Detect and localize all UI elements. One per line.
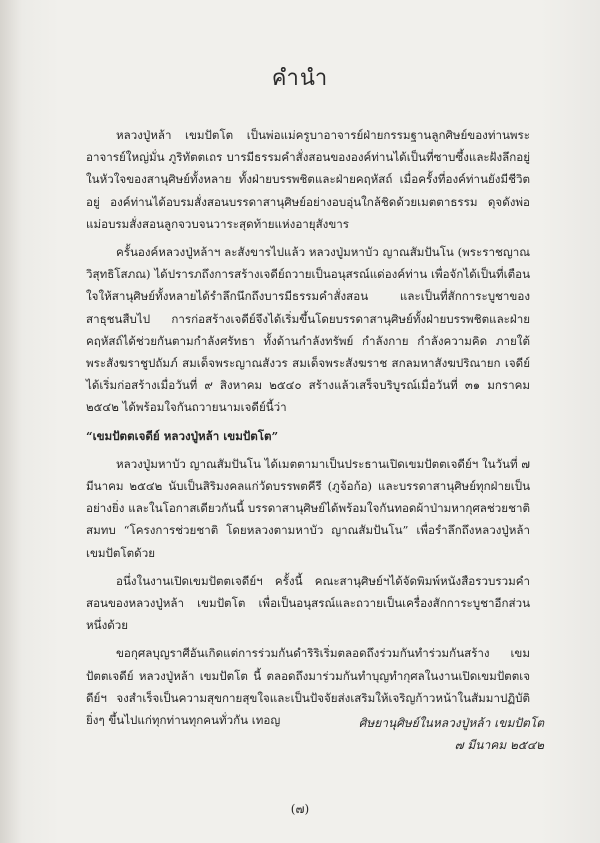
signature-block	[359, 712, 544, 756]
preface-body	[86, 124, 530, 737]
paragraph-2: ครั้นองค์หลวงปู่หล้าฯ ละสังขารไปแล้ว หลวงปู่มหาบัว ญาณสัมปันโน (พระราชญาณวิสุทธิโสภณ) ได้ปรารภถึงการสร้างเจดีย์ถวายเป็นอนุสรณ์แด่องค์ท่าน เพื่อจักได้เป็นที่เตือนใจให้สานุศิษย์ทั้งหลายได้รำลึกนึกถึงบารมีธรรมคำสั่งสอน และเป็นที่สักการะบูชาของสาธุชนสืบไป การก่อสร้างเจดีย์จึงได้เริ่มขึ้นโดยบรรดาสานุศิษย์ทั้งฝ่ายบรรพชิตและฝ่ายคฤหัสถ์ได้ช่วยกันตามกำลังศรัทธา ทั้งด้านกำลังทรัพย์ กำลังกาย กำลังความคิด ภายใต้พระสังฆราชูปถัมภ์ สมเด็จพระญาณสังวร สมเด็จพระสังฆราช สกลมหาสังฆปริณายก เจดีย์ได้เริ่มก่อสร้างเมื่อวันที่ ๙ สิงหาคม ๒๕๔๐ สร้างแล้วเสร็จบริบูรณ์เมื่อวันที่ ๓๑ มกราคม ๒๕๔๒ ได้พร้อมใจกันถวายนามเจดีย์นี้ว่า	[86, 245, 530, 415]
page-title: คำนำ	[271, 66, 329, 91]
paragraph-5: ขอกุศลบุญราศีอันเกิดแต่การร่วมกันดำริริเริ่มตลอดถึงร่วมกันทำร่วมกันสร้าง เขมปัตตเจดีย์ หลวงปู่หล้า เขมปัตโต นี้ ตลอดถึงมาร่วมกันทำบุญทำกุศลในงานเปิดเขมปัตตเจดีย์ฯ จงสำเร็จเป็นความสุขกายสุขใจและเป็นปัจจัยส่งเสริมให้เจริญก้าวหน้าในสัมมาปฏิบัติยิ่งๆ ขึ้นไปแก่ทุกท่านทุกคนทั่วกัน เทอญ	[86, 646, 530, 728]
paragraph-1: หลวงปู่หล้า เขมปัตโต เป็นพ่อแม่ครูบาอาจารย์ฝ่ายกรรมฐานลูกศิษย์ของท่านพระอาจารย์ใหญ่มั่น ภูริทัตตเถร บารมีธรรมคำสั่งสอนขององค์ท่านได้เป็นที่ซาบซึ้งและฝังลึกอยู่ในหัวใจของสานุศิษย์ทั้งหลาย ทั้งฝ่ายบรรพชิตและฝ่ายคฤหัสถ์ เมื่อครั้งที่องค์ท่านยังมีชีวิตอยู่ องค์ท่านได้อบรมสั่งสอนบรรดาสานุศิษย์อย่างอบอุ่นใกล้ชิดด้วยเมตตาธรรม ดุจดังพ่อแม่อบรมสั่งสอนลูกจวบจนวาระสุดท้ายแห่งอายุสังขาร	[86, 128, 530, 231]
signature-author: ศิษยานุศิษย์ในหลวงปู่หล้า เขมปัตโต	[358, 716, 544, 730]
paragraph-3: หลวงปู่มหาบัว ญาณสัมปันโน ได้เมตตามาเป็นประธานเปิดเขมปัตตเจดีย์ฯ ในวันที่ ๗ มีนาคม ๒๕๔๒ นับเป็นสิริมงคลแก่วัดบรรพตคีรี (ภูจ้อก้อ) และบรรดาสานุศิษย์ทุกฝ่ายเป็นอย่างยิ่ง และในโอกาสเดียวกันนี้ บรรดาสานุศิษย์ได้พร้อมใจกันทอดผ้าป่ามหากุศลช่วยชาติสมทบ “โครงการช่วยชาติ โดยหลวงตามหาบัว ญาณสัมปันโน” เพื่อรำลึกถึงหลวงปู่หล้า เขมปัตโตด้วย	[86, 456, 531, 560]
chedi-name: “เขมปัตตเจดีย์ หลวงปู่หล้า เขมปัตโต”	[86, 428, 279, 443]
page-number: (๗)	[290, 802, 310, 816]
paragraph-4: อนึ่งในงานเปิดเขมปัตตเจดีย์ฯ ครั้งนี้ คณะสานุศิษย์ฯได้จัดพิมพ์หนังสือรวบรวมคำสอนของหลวงปู่หล้า เขมปัตโต เพื่อเป็นอนุสรณ์และถวายเป็นเครื่องสักการะบูชาอีกส่วนหนึ่งด้วย	[86, 573, 530, 633]
signature-date: ๗ มีนาคม ๒๕๔๒	[454, 738, 544, 752]
